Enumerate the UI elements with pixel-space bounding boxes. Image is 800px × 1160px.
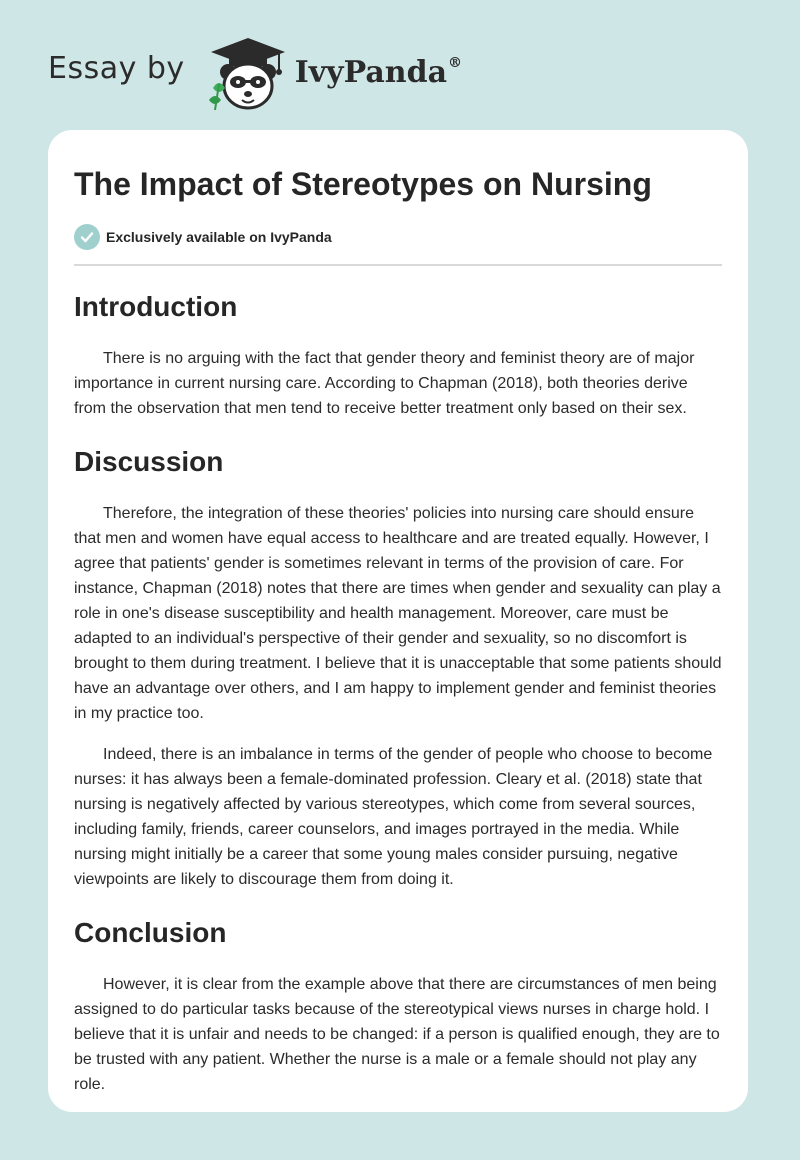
badge-label: Exclusively available on IvyPanda [106, 229, 332, 245]
paragraph: Therefore, the integration of these theories' policies into nursing care should ensure that men and women have equal access to healthcare and are treated equally. However, I agree that patients' gender is sometimes relevant in terms of the provision of care. For instance, Chapman (2018) notes that there are times when gender and sexuality can play a role in one's disease susceptibility and health management. Moreover, care must be adapted to an individual's perspective of their gender and sexuality, so no discomfort is brought to them during treatment. I believe that it is unacceptable that some patients should have an advantage over others, and I am happy to implement gender and feminist theories in my practice too. [74, 505, 722, 722]
registered-mark: ® [448, 54, 463, 71]
check-icon [74, 224, 100, 250]
exclusive-badge [74, 224, 722, 250]
brand-label: IvyPanda [294, 54, 448, 90]
page-title: The Impact of Stereotypes on Nursing [74, 166, 652, 202]
site-header [48, 34, 462, 114]
section-heading-introduction: Introduction [74, 291, 238, 322]
brand-name[interactable] [295, 55, 462, 90]
divider [74, 264, 722, 266]
essay-card [48, 130, 748, 1112]
paragraph: There is no arguing with the fact that gender theory and feminist theory are of major importance in current nursing care. According to Chapman (2018), both theories derive from the observation that men tend to receive better treatment only based on their sex. [74, 350, 695, 417]
section-heading-conclusion: Conclusion [74, 917, 227, 948]
section-heading-discussion: Discussion [74, 446, 224, 477]
essay-by-label: Essay by [48, 50, 185, 86]
panda-graduate-icon[interactable] [203, 34, 293, 114]
paragraph: However, it is clear from the example above that there are circumstances of men being assigned to do particular tasks because of the stereotypical views nurses in charge hold. I believe that it is unfair and needs to be changed: if a person is qualified enough, they are to be trusted with any patient. Whether the nurse is a male or a female should not play any role. [74, 976, 720, 1093]
paragraph: Indeed, there is an imbalance in terms of the gender of people who choose to become nurses: it has always been a female-dominated profession. Cleary et al. (2018) state that nursing is negatively affected by various stereotypes, which come from several sources, including family, friends, career counselors, and images portrayed in the media. While nursing might initially be a career that some young males consider pursuing, negative viewpoints are likely to discourage them from doing it. [74, 746, 713, 888]
